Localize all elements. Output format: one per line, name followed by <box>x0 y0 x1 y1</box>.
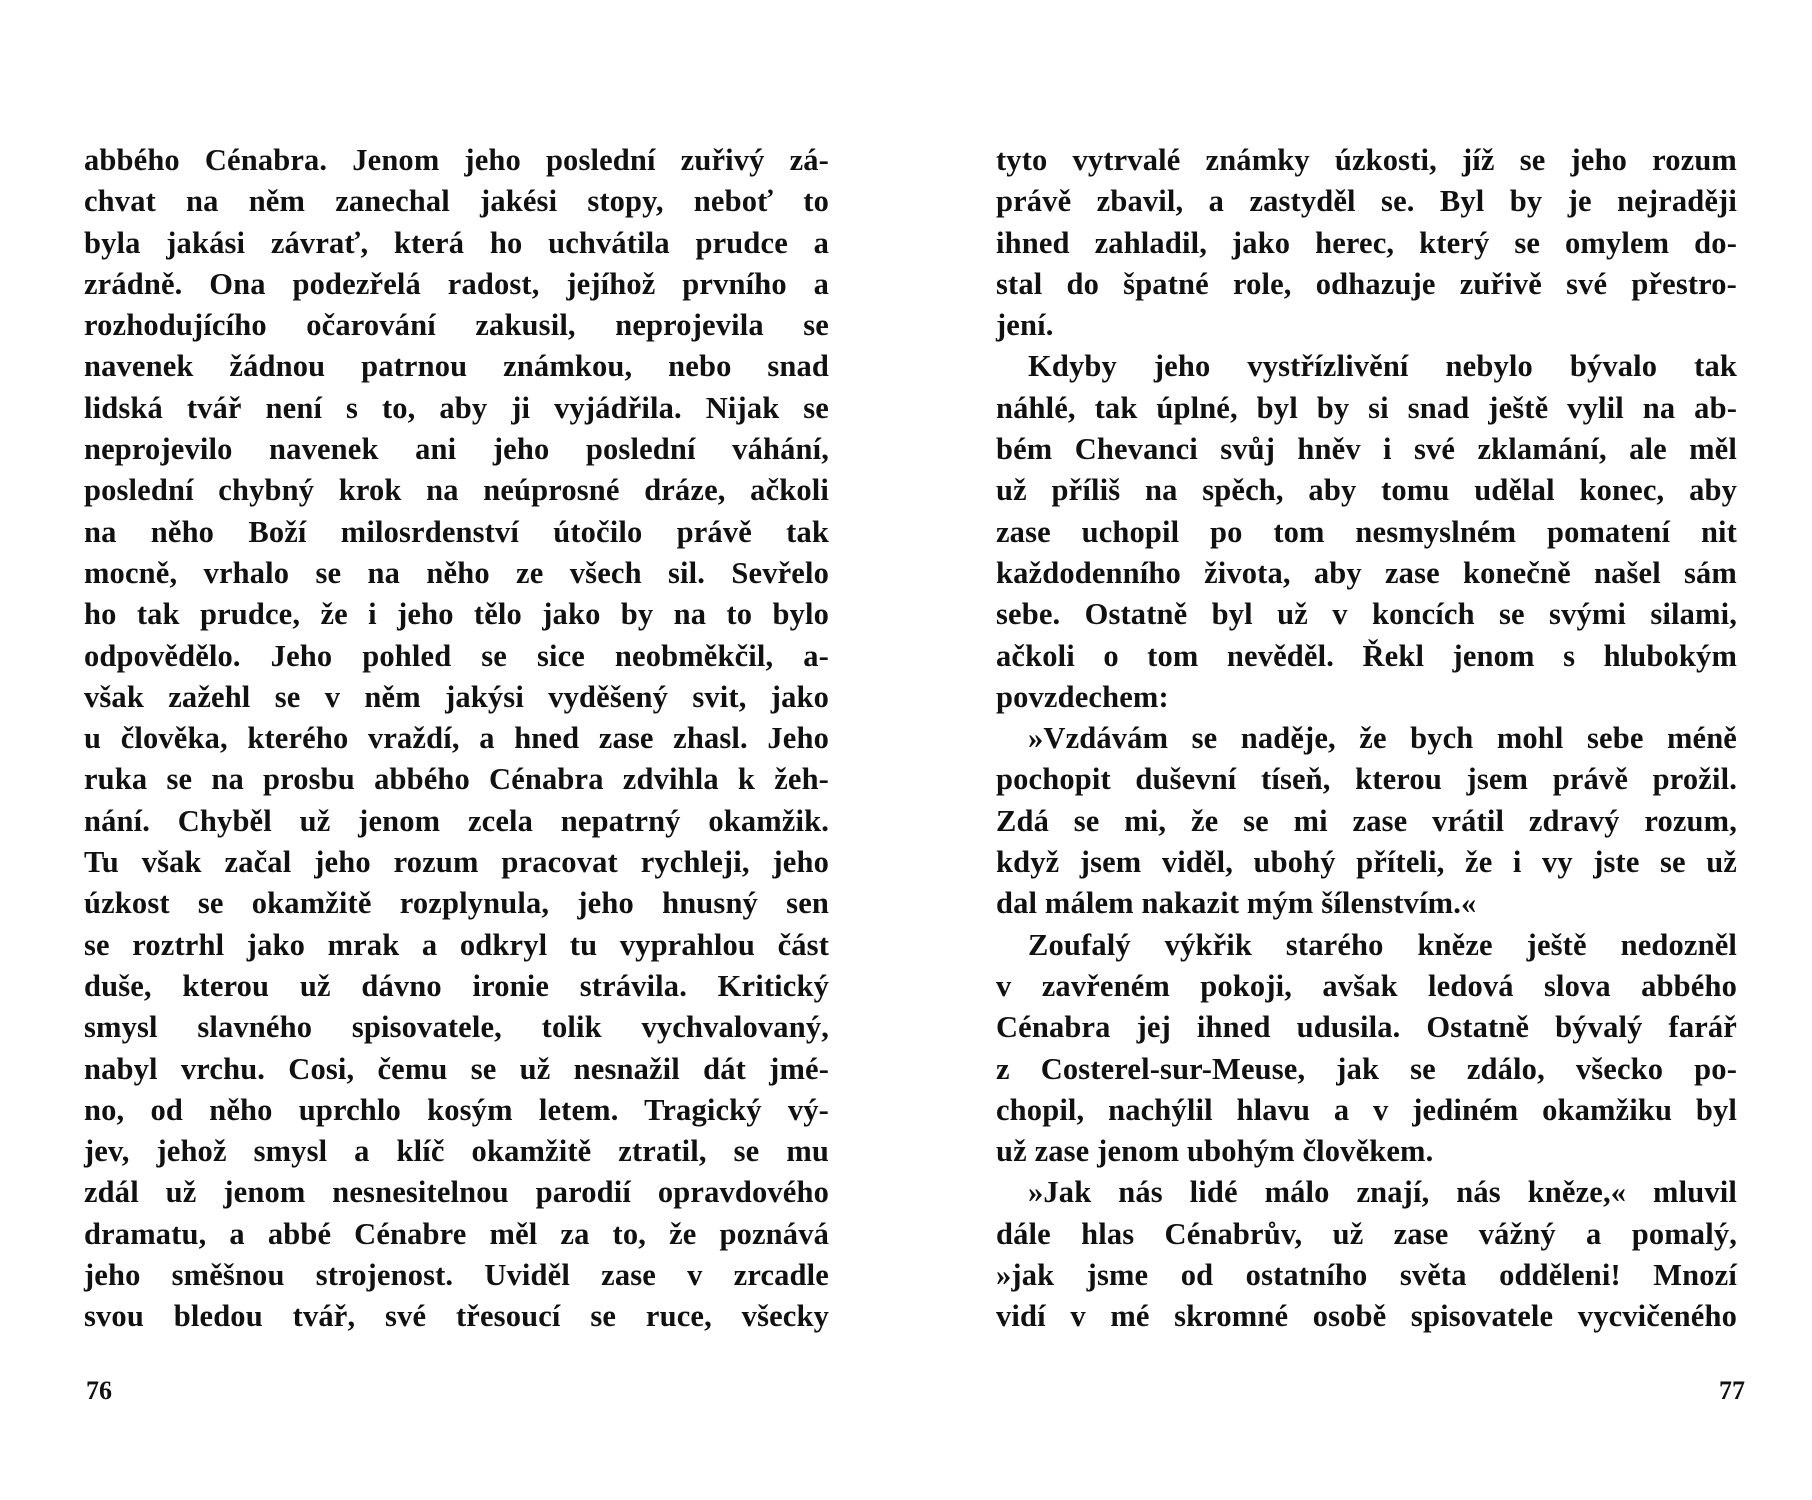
text-line: se roztrhl jako mrak a odkryl tu vyprahlou část <box>84 927 829 962</box>
text-line: sebe. Ostatně byl už v koncích se svými silami, <box>996 597 1737 632</box>
text-line: však zažehl se v něm jakýsi vyděšený svit, jako <box>84 679 829 714</box>
text-line: v zavřeném pokoji, avšak ledová slova abbého <box>996 968 1737 1003</box>
text-line: zrádně. Ona podezřelá radost, jejíhož prvního a <box>84 266 829 301</box>
text-line: povzdechem: <box>996 679 1169 714</box>
text-line: vidí v mé skromné osobě spisovatele vycvičeného <box>996 1299 1737 1334</box>
text-line: už zase jenom ubohým člověkem. <box>996 1134 1434 1169</box>
text-line: zdál už jenom nesnesitelnou parodií opravdového <box>84 1175 829 1210</box>
text-line: nabyl vrchu. Cosi, čemu se už nesnažil dát jmé- <box>84 1051 829 1086</box>
text-line: chvat na něm zanechal jakési stopy, neboť to <box>84 184 829 219</box>
text-line: smysl slavného spisovatele, tolik vychvalovaný, <box>84 1010 829 1045</box>
text-line: lidská tvář není s to, aby ji vyjádřila. Nijak se <box>84 390 829 425</box>
text-line: ruka se na prosbu abbého Cénabra zdvihla k žeh- <box>84 762 829 797</box>
text-line: Tu však začal jeho rozum pracovat rychleji, jeho <box>84 845 829 880</box>
text-line: nání. Chyběl už jenom zcela nepatrný okamžik. <box>84 803 829 838</box>
text-line: ačkoli o tom nevěděl. Řekl jenom s hlubokým <box>996 638 1737 673</box>
text-line: byla jakási závrať, která ho uchvátila prudce a <box>84 225 829 260</box>
text-line: zase uchopil po tom nesmyslném pomatení nit <box>996 514 1737 549</box>
text-line: poslední chybný krok na neúprosné dráze, ačkoli <box>84 473 829 508</box>
text-line: »jak jsme od ostatního světa odděleni! Mnozí <box>996 1258 1737 1293</box>
text-line: ihned zahladil, jako herec, který se omylem do- <box>996 225 1737 260</box>
text-line: jev, jehož smysl a klíč okamžitě ztratil, se mu <box>84 1134 829 1169</box>
text-line: když jsem viděl, ubohý příteli, že i vy jste se už <box>996 845 1737 880</box>
text-line: no, od něho uprchlo kosým letem. Tragický vý- <box>84 1092 829 1127</box>
text-line: náhlé, tak úplné, byl by si snad ještě vylil na ab- <box>996 390 1737 425</box>
text-line: u člověka, kterého vraždí, a hned zase zhasl. Jeho <box>84 721 829 756</box>
text-line: z Costerel-sur-Meuse, jak se zdálo, všecko po- <box>996 1051 1737 1086</box>
text-line: ho tak prudce, že i jeho tělo jako by na to bylo <box>84 597 829 632</box>
right-page <box>906 0 1812 1500</box>
text-line: stal do špatné role, odhazuje zuřivě své přestro- <box>996 266 1737 301</box>
left-page-text <box>84 140 829 1338</box>
page-number: 76 <box>86 1376 112 1405</box>
text-line: odpovědělo. Jeho pohled se sice neobměkčil, a- <box>84 638 829 673</box>
text-line: neprojevilo navenek ani jeho poslední váhání, <box>84 432 829 467</box>
text-line: na něho Boží milosrdenství útočilo právě tak <box>84 514 829 549</box>
paragraph-first-line: Kdyby jeho vystřízlivění nebylo bývalo tak <box>1028 349 1737 384</box>
text-line: abbého Cénabra. Jenom jeho poslední zuřivý zá- <box>84 143 829 177</box>
text-line: tyto vytrvalé známky úzkosti, jíž se jeho rozum <box>996 143 1737 177</box>
paragraph-first-line: »Vzdávám se naděje, že bych mohl sebe méně <box>1028 721 1737 756</box>
text-line: pochopit duševní tíseň, kterou jsem právě prožil. <box>996 762 1737 797</box>
text-line: úzkost se okamžitě rozplynula, jeho hnusný sen <box>84 886 829 921</box>
text-line: duše, kterou už dávno ironie strávila. Kritický <box>84 968 829 1003</box>
text-line: svou bledou tvář, své třesoucí se ruce, všecky <box>84 1299 829 1334</box>
text-line: dále hlas Cénabrův, už zase vážný a pomalý, <box>996 1216 1737 1251</box>
text-line: jení. <box>996 308 1054 343</box>
text-line: Zdá se mi, že se mi zase vrátil zdravý rozum, <box>996 803 1737 838</box>
text-line: Cénabra jej ihned udusila. Ostatně bývalý farář <box>996 1010 1737 1045</box>
text-line: bém Chevanci svůj hněv i své zklamání, ale měl <box>996 432 1737 467</box>
text-line: rozhodujícího očarování zakusil, neprojevila se <box>84 308 829 343</box>
text-line: navenek žádnou patrnou známkou, nebo snad <box>84 349 829 384</box>
text-line: každodenního života, aby zase konečně našel sám <box>996 555 1737 590</box>
paragraph-first-line: Zoufalý výkřik starého kněze ještě nedozněl <box>1028 927 1737 962</box>
text-line: právě zbavil, a zastyděl se. Byl by je nejraději <box>996 184 1737 219</box>
paragraph-first-line: »Jak nás lidé málo znají, nás kněze,« mluvil <box>1028 1175 1737 1210</box>
page-number: 77 <box>1719 1376 1745 1405</box>
text-line: dal málem nakazit mým šílenstvím.« <box>996 886 1477 921</box>
text-line: jeho směšnou strojenost. Uviděl zase v zrcadle <box>84 1258 829 1293</box>
text-line: už příliš na spěch, aby tomu udělal konec, aby <box>996 473 1737 508</box>
text-line: mocně, vrhalo se na něho ze všech sil. Sevřelo <box>84 555 829 590</box>
text-line: chopil, nachýlil hlavu a v jediném okamžiku byl <box>996 1092 1737 1127</box>
text-line: dramatu, a abbé Cénabre měl za to, že poznává <box>84 1216 829 1251</box>
right-page-text <box>996 140 1737 1338</box>
